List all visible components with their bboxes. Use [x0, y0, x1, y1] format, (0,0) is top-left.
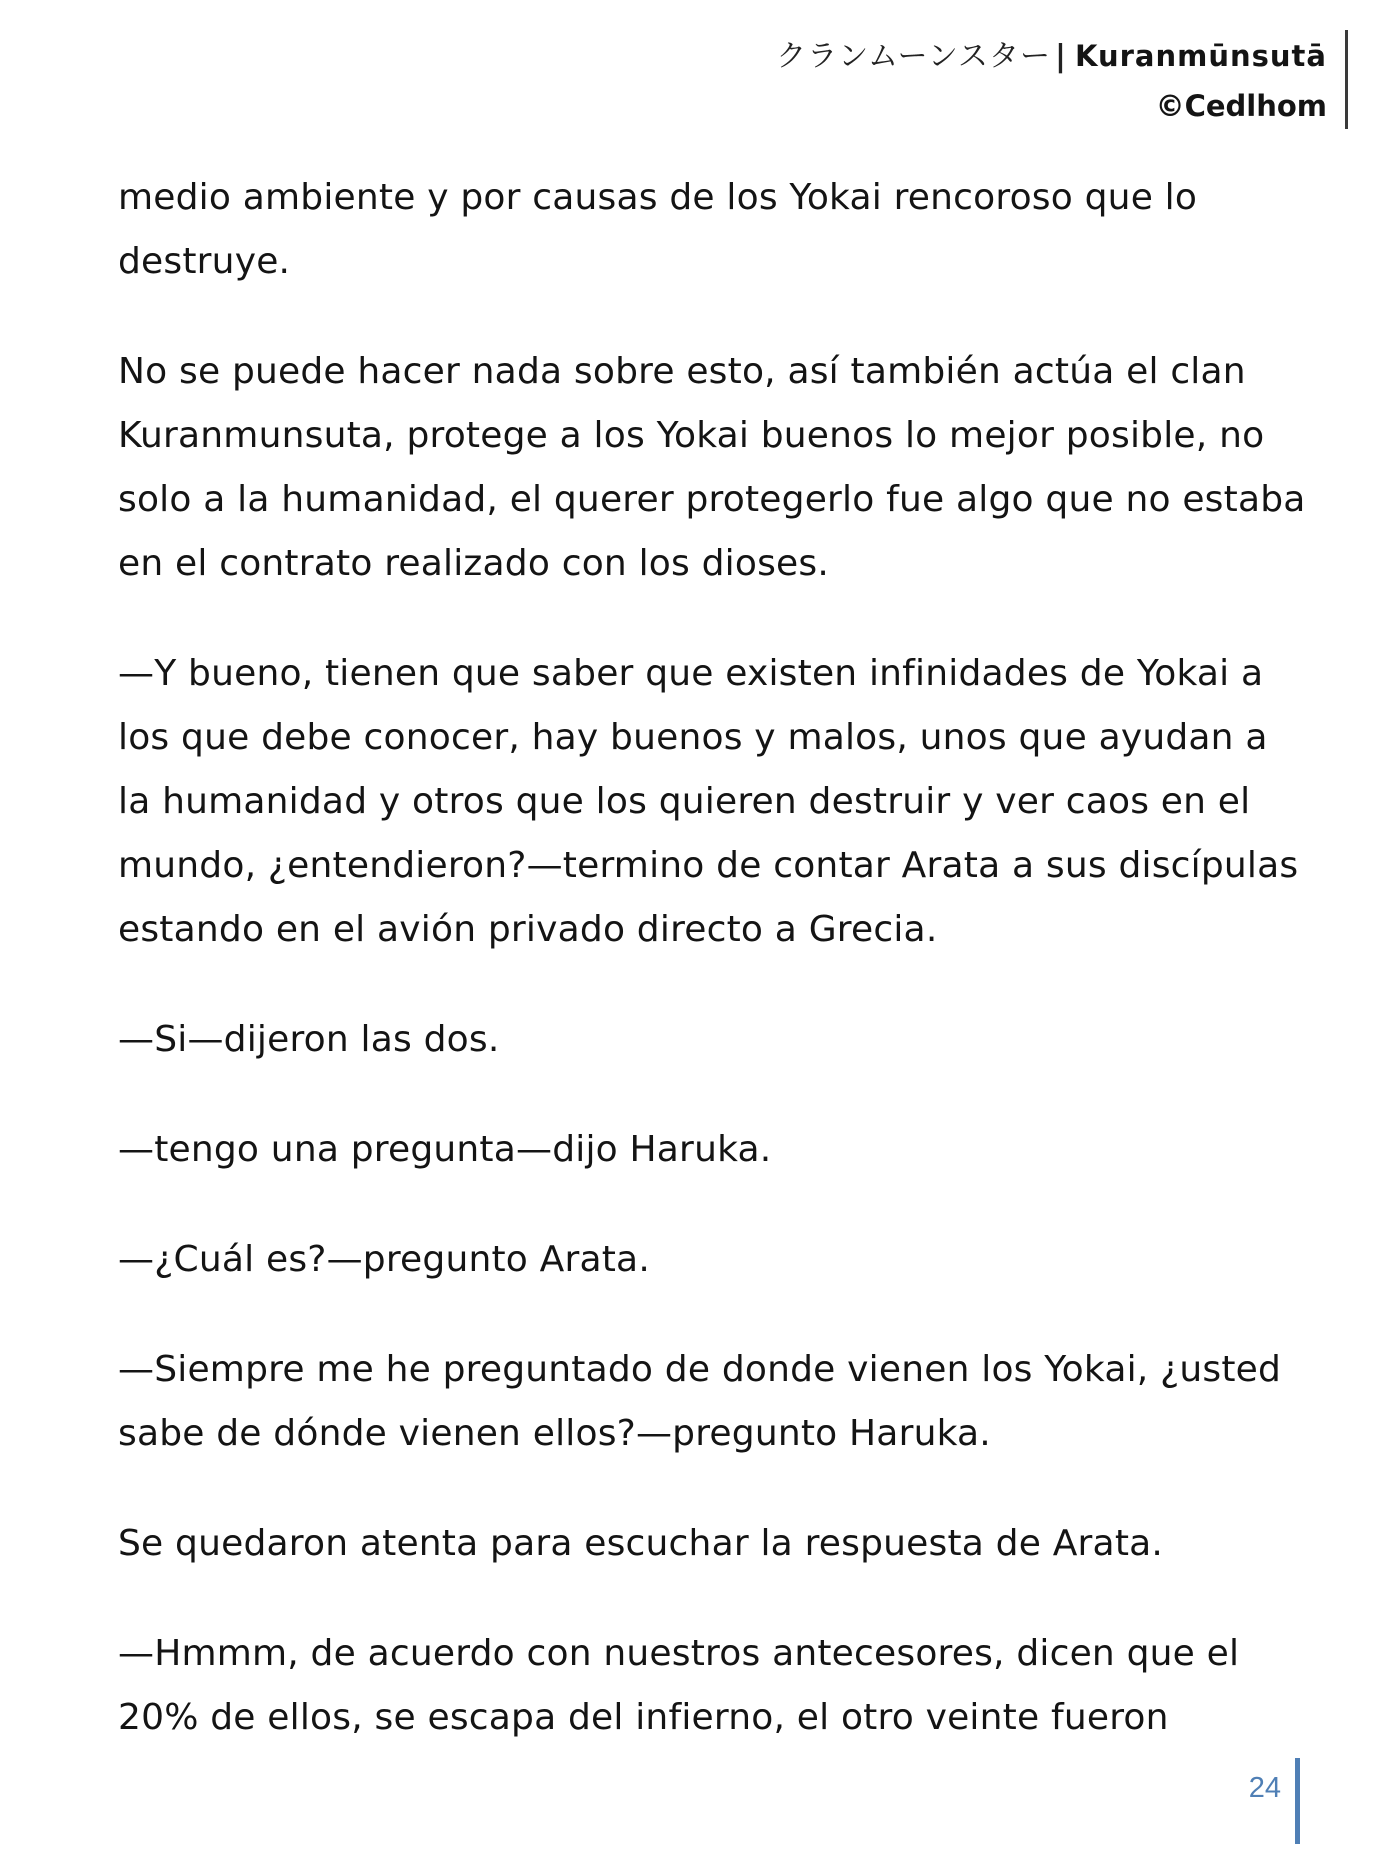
paragraph-1: medio ambiente y por causas de los Yokai rencoroso que lo destruye. [118, 177, 1198, 282]
page-number: 24 [1248, 1772, 1281, 1804]
paragraph-7: —Siempre me he preguntado de donde vienen los Yokai, ¿usted sabe de dónde vienen ellos?—pregunto Haruka. [118, 1349, 1282, 1454]
paragraph-6: —¿Cuál es?—pregunto Arata. [118, 1239, 650, 1280]
paragraph-2: No se puede hacer nada sobre esto, así también actúa el clan Kuranmunsuta, protege a los Yokai buenos lo mejor posible, no solo a la humanidad, el querer protegerlo fue algo que no estaba en el contrato realizado con los dioses. [118, 351, 1306, 584]
page-header [776, 30, 1348, 129]
copyright-notice: ©Cedlhom [1155, 89, 1327, 123]
header-separator: | [1055, 39, 1068, 74]
paragraph-8: Se quedaron atenta para escuchar la respuesta de Arata. [118, 1523, 1164, 1564]
japanese-title: クランムーンスター [776, 39, 1052, 74]
paragraph-3: —Y bueno, tienen que saber que existen infinidades de Yokai a los que debe conocer, hay buenos y malos, unos que ayudan a la humanidad y otros que los quieren destruir y ver caos en el mundo, ¿entendieron?—termino de contar Arata a sus discípulas estando en el avión privado directo a Grecia. [118, 653, 1299, 950]
page-footer [1249, 1758, 1300, 1844]
paragraph-4: —Si—dijeron las dos. [118, 1019, 500, 1060]
paragraph-9: —Hmmm, de acuerdo con nuestros antecesores, dicen que el 20% de ellos, se escapa del infierno, el otro veinte fueron [118, 1633, 1240, 1738]
romanized-title: Kuranmūnsutā [1075, 39, 1327, 73]
page-body [118, 166, 1308, 1796]
header-title-line [776, 30, 1327, 83]
paragraph-5: —tengo una pregunta—dijo Haruka. [118, 1129, 772, 1170]
